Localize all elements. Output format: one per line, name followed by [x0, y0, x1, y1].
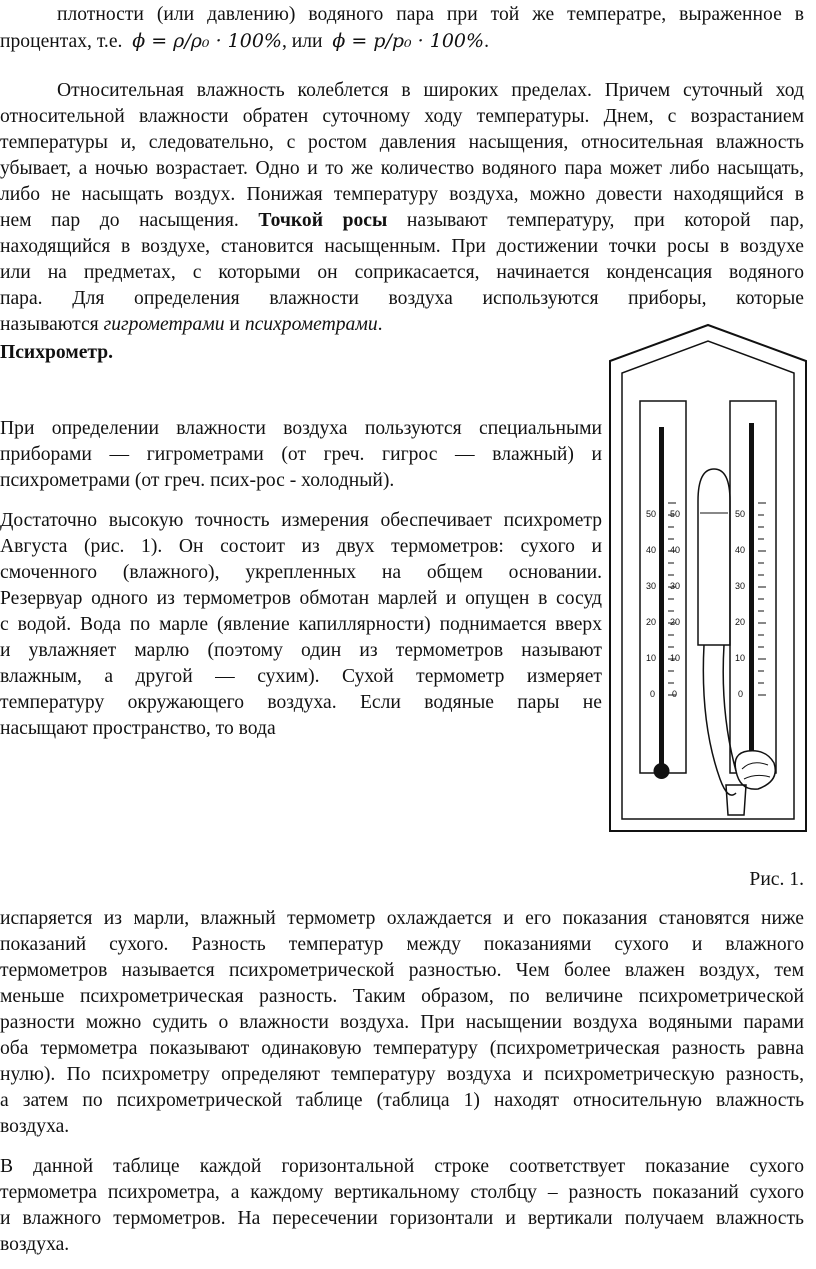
para5-line5: разности можно судить о влажности воздуха. При насыщении воздуха водяными парами — [0, 1012, 804, 1033]
wet-bulb-wick — [735, 751, 775, 789]
para4-line3: смоченного (влажного), укрепленных на общем основании. — [0, 562, 602, 583]
dry-scale-label: 40 — [670, 545, 681, 555]
para4-line7: влажным, а другой — сухим). Сухой термометр измеряет — [0, 666, 602, 687]
wet-thermometer-column — [749, 423, 754, 775]
para5-line6: оба термометра показывают одинаковую температуру (психрометрическая разность равна — [0, 1038, 804, 1059]
para2-line2: относительной влажности обратен суточному ходу температуры. Днем, с возрастанием — [0, 106, 804, 127]
para2-text: называются — [0, 314, 99, 335]
para1-text-mid: , или — [281, 31, 323, 52]
para2-line1: Относительная влажность колеблется в широких пределах. Причем суточный ход — [57, 80, 804, 101]
para5-line8: а затем по психрометрической таблице (таблица 1) находят относительную влажность — [0, 1090, 804, 1111]
para2-text: называют температуру, при которой пар, — [406, 210, 805, 231]
figure-caption: Рис. 1. — [749, 869, 804, 890]
para5-line1: испаряется из марли, влажный термометр охлаждается и его показания становятся ниже — [0, 908, 804, 929]
dry-scale-label: 40 — [646, 545, 657, 555]
para6-line3: и влажного термометров. На пересечении горизонтали и вертикали получаем влажность — [0, 1208, 804, 1229]
para3-line2: приборами — гигрометрами (от греч. гигрос — влажный) и — [0, 444, 602, 465]
dry-scale-ticks — [668, 503, 676, 695]
section-heading: Психрометр. — [0, 342, 114, 363]
para1-line2 — [0, 28, 804, 54]
dry-scale-label: 30 — [646, 581, 657, 591]
para2-line5: либо не насыщать воздух. Понижая температуру воздуха, можно довести находящийся в — [0, 184, 804, 205]
wet-scale-label: 10 — [735, 653, 746, 663]
water-cup — [726, 785, 746, 815]
para5-line2: показаний сухого. Разность температур между показаниями сухого и влажного — [0, 934, 804, 955]
para2-text: и — [229, 314, 240, 335]
para5-line3: термометров называется психрометрической разностью. Чем более влажен воздух, тем — [0, 960, 804, 981]
para2-text: . — [377, 314, 383, 335]
para5-line4: меньше психрометрическая разность. Таким образом, по величине психрометрической — [0, 986, 804, 1007]
wet-scale-ticks — [758, 503, 766, 695]
para4-line2: Августа (рис. 1). Он состоит из двух термометров: сухого и — [0, 536, 602, 557]
para2-line6 — [0, 208, 804, 234]
dry-scale-label: 10 — [670, 653, 681, 663]
inner-frame — [622, 341, 794, 819]
dry-scale-label: 10 — [646, 653, 657, 663]
para5-line9: воздуха. — [0, 1116, 70, 1137]
para2-line3: температуры и, следовательно, с ростом давления насыщения, относительная влажность — [0, 132, 804, 153]
dry-scale-label: 0 — [672, 689, 678, 699]
para6-line2: термометра психрометра, а каждому вертикальному столбцу – разность показаний сухого — [0, 1182, 804, 1203]
dry-scale-label: 0 — [650, 689, 656, 699]
para1-text-end: . — [484, 31, 489, 52]
para2-line4: убывает, а ночью возрастает. Одно и то же количество водяного пара может либо насыщать, — [0, 158, 804, 179]
para3-line3: психрометрами (от греч. псих-рос - холодный). — [0, 470, 395, 491]
water-vessel — [698, 469, 730, 645]
wet-scale-label: 20 — [735, 617, 746, 627]
formula-pressure: ϕ = p/p₀ · 100% — [332, 30, 485, 52]
para2-line7: находящийся в воздухе, становится насыщенным. При достижении точки росы в воздухе — [0, 236, 804, 257]
dry-thermometer-column — [659, 427, 664, 767]
wet-scale-label: 30 — [735, 581, 746, 591]
para2-line9: пара. Для определения влажности воздуха используются приборы, которые — [0, 288, 804, 309]
para6-line4: воздуха. — [0, 1234, 70, 1255]
para4-line8: температуру окружающего воздуха. Если водяные пары не — [0, 692, 602, 713]
para5-line7: нулю). По психрометру определяют температуру воздуха и психрометрическую разность, — [0, 1064, 804, 1085]
formula-density: ϕ = ρ/ρ₀ · 100% — [132, 30, 282, 52]
dry-scale-label: 30 — [670, 581, 681, 591]
dry-thermometer-bulb — [654, 763, 670, 779]
wet-scale-label: 0 — [738, 689, 744, 699]
para2-line8: или на предметах, с которыми он соприкасается, начинается конденсация водяного — [0, 262, 804, 283]
term-dew-point: Точкой росы — [258, 210, 388, 231]
term-hygrometers: гигрометрами — [103, 314, 225, 335]
wet-scale-label: 40 — [735, 545, 746, 555]
psychrometer-figure — [608, 323, 808, 833]
para6-line1: В данной таблице каждой горизонтальной строке соответствует показание сухого — [0, 1156, 804, 1177]
dry-scale-label: 50 — [646, 509, 657, 519]
para4-line4: Резервуар одного из термометров обмотан марлей и опущен в сосуд — [0, 588, 602, 609]
para4-line6: и увлажняет марлю (поэтому один из термометров называют — [0, 640, 602, 661]
para4-line1: Достаточно высокую точность измерения обеспечивает психрометр — [0, 510, 602, 531]
dry-scale-label: 20 — [646, 617, 657, 627]
term-psychrometers: психрометрами — [244, 314, 378, 335]
wet-scale-label: 50 — [735, 509, 746, 519]
para1-text-pre: процентах, т.е. — [0, 31, 123, 52]
para4-line5: с водой. Вода по марле (явление капиллярности) поднимается вверх — [0, 614, 602, 635]
para2-text: нем пар до насыщения. — [0, 210, 239, 231]
dry-scale-label: 20 — [670, 617, 681, 627]
para1-line1: плотности (или давлению) водяного пара при той же температре, выраженное в — [57, 4, 804, 25]
para3-line1: При определении влажности воздуха пользуются специальными — [0, 418, 602, 439]
para4-line9: насыщают пространство, то вода — [0, 718, 276, 739]
dry-scale-label: 50 — [670, 509, 681, 519]
